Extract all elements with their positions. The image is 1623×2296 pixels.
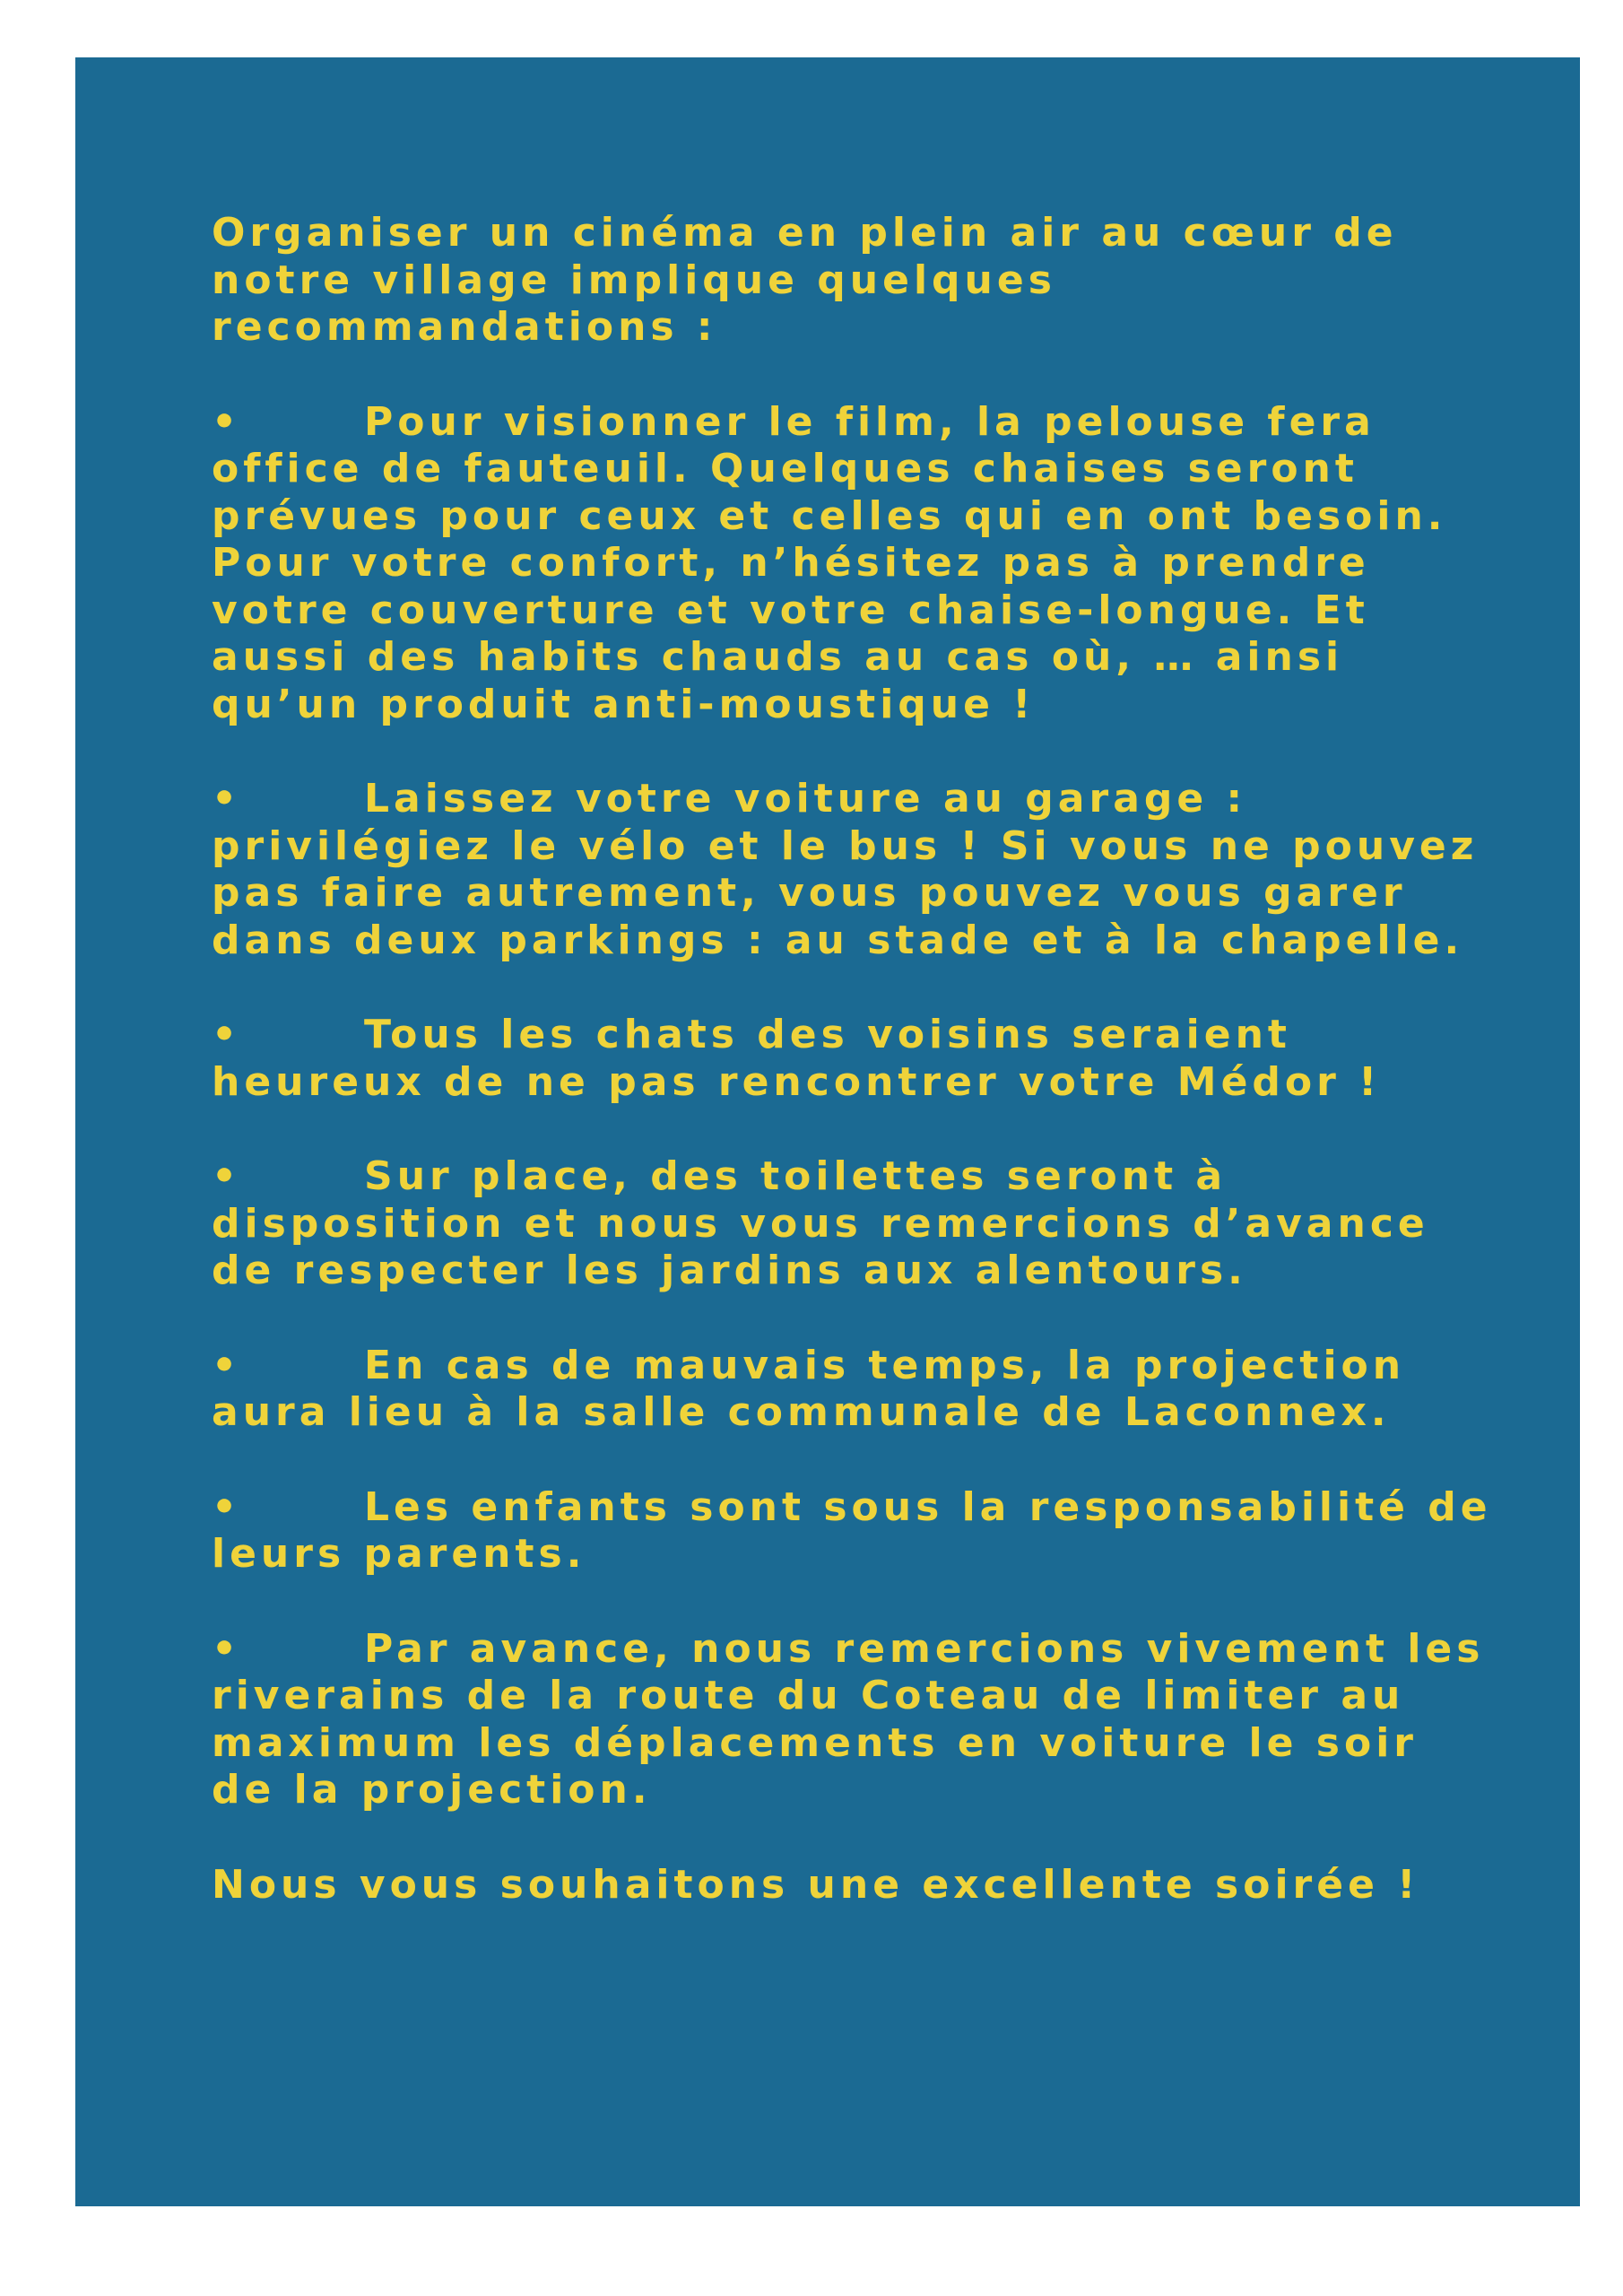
list-item [212, 1012, 1494, 1106]
list-item-text: Pour visionner le film, la pelouse fera office de fauteuil. Quelques chaises seront prévues pour ceux et celles qui en ont besoin. Pour votre confort, n’hésitez pas à prendre votre couverture et votre chaise-longue. Et aussi des habits chauds au cas où, … ainsi qu’un produit anti-moustique ! [212, 398, 1447, 727]
list-item [212, 1626, 1494, 1814]
list-item [212, 1484, 1494, 1578]
list-item [212, 399, 1494, 729]
list-item-text: Laissez votre voiture au garage : privilégiez le vélo et le bus ! Si vous ne pouvez pas faire autrement, vous pouvez vous garer dans deux parkings : au stade et à la chapelle. [212, 776, 1479, 963]
bullet-icon: • [212, 1483, 242, 1530]
closing-paragraph: Nous vous souhaitons une excellente soirée ! [212, 1861, 1420, 1908]
list-item-text: Les enfants sont sous la responsabilité de leurs parents. [212, 1483, 1492, 1577]
blue-panel [75, 57, 1580, 2206]
list-item-text: Tous les chats des voisins seraient heureux de ne pas rencontrer votre Médor ! [212, 1012, 1382, 1105]
list-item-text: Sur place, des toilettes seront à disposition et nous vous remercions d’avance de respecter les jardins aux alentours. [212, 1153, 1429, 1293]
list-item-text: En cas de mauvais temps, la projection aura lieu à la salle communale de Laconnex. [212, 1342, 1406, 1435]
list-item-text: Par avance, nous remercions vivement les riverains de la route du Coteau de limiter au maximum les déplacements en voiture le soir de la projection. [212, 1625, 1485, 1813]
list-item [212, 1153, 1494, 1295]
bullet-icon: • [212, 1625, 242, 1672]
bullet-icon: • [212, 398, 242, 445]
document-body [212, 210, 1494, 1909]
list-item [212, 776, 1494, 964]
list-item [212, 1343, 1494, 1437]
intro-paragraph: Organiser un cinéma en plein air au cœur de notre village implique quelques recommandations : [212, 210, 1398, 350]
bullet-icon: • [212, 1153, 242, 1199]
bullet-icon: • [212, 776, 242, 822]
bullet-icon: • [212, 1342, 242, 1388]
bullet-icon: • [212, 1012, 242, 1057]
